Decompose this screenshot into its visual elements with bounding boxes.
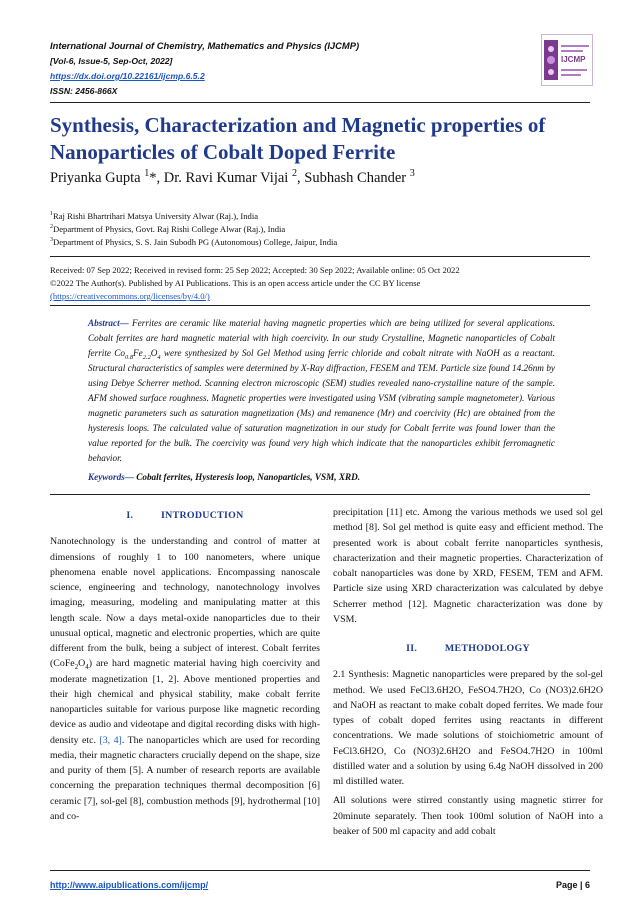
- intro-formula-o: O: [78, 658, 86, 670]
- intro-text-2: ) are hard magnetic material having high coercivity and moderate magnetization [1, 2]. Above mentioned properties and their high chemical and physical stability, make cobalt ferrite nanoparticles suitable for various purpose like magnetic recording device as audio and videotape and digital recording disks with high-density etc.: [50, 658, 320, 746]
- methodology-paragraph-1: 2.1 Synthesis: Magnetic nanoparticles were prepared by the sol-gel method. We used FeCl3.6H2O, FeSO4.7H2O, Co (NO3)2.6H2O and NaOH as reactant to make cobalt doped ferrites. We made four types of cobalt doped ferrites using reactants in different concentrations. We made solutions of stoichiometric amount of FeCl3.6H2O, Co (NO3)2.6H2O and FeSO4.7H2O in 100ml distilled water and a solution by using 6.4g NaOH dissolved in 200 ml distilled water.: [333, 669, 603, 787]
- abstract: [88, 316, 555, 466]
- page-number: Page | 6: [555, 880, 590, 890]
- issn: ISSN: 2456-866X: [50, 86, 118, 96]
- intro-formula-sub-1: 2: [74, 664, 79, 672]
- formula-fe-sub: 2.2: [142, 353, 151, 361]
- meta-rule-top: [50, 256, 590, 257]
- right-paragraph-1: precipitation [11] etc. Among the various methods we used sol gel method [8]. Sol gel method is quite easy and efficient method. The presented work is about cobalt ferrite nanoparticles synthesis, characterization and their magnetic properties. Characterization of cobalt nanoparticles was done by XRD, FESEM, TEM and AFM. Particle size using XRD characterization was calculated by debye Scherrer method [12]. Magnetic characterization was done by VSM.: [333, 507, 603, 625]
- formula-o: O: [150, 348, 158, 358]
- author-separator: ,: [297, 170, 305, 186]
- abstract-label: Abstract—: [88, 318, 129, 328]
- formula-co-sub: 0.8: [124, 353, 134, 361]
- section-heading-methodology: II. METHODOLOGY: [406, 643, 530, 654]
- affiliation-2-num: 2: [50, 224, 54, 231]
- formula-o-sub: 4: [157, 353, 161, 361]
- affiliation-1-num: 1: [50, 211, 54, 218]
- affiliation-3: [50, 237, 337, 247]
- author-2: Dr. Ravi Kumar Vijai: [163, 170, 289, 186]
- author-1: Priyanka Gupta: [50, 170, 141, 186]
- keywords-label: Keywords—: [88, 472, 134, 482]
- volume-issue: [Vol-6, Issue-5, Sep-Oct, 2022]: [50, 56, 173, 66]
- affiliation-1-text: Raj Rishi Bhartrihari Matsya University Alwar (Raj.), India: [53, 211, 259, 221]
- affiliation-2-text: Department of Physics, Govt. Raj Rishi College Alwar (Raj.), India: [53, 224, 286, 234]
- journal-name: International Journal of Chemistry, Mathematics and Physics (IJCMP): [50, 40, 360, 51]
- author-1-affil: 1: [144, 168, 150, 180]
- footer-rule: [50, 870, 590, 871]
- affiliation-3-num: 3: [50, 237, 54, 244]
- license-link[interactable]: (https://creativecommons.org/licenses/by/4.0/): [50, 291, 210, 301]
- abstract-text-1: Ferrites are ceramic like material having magnetic properties which are being utilized for several applications. Cobalt ferrites are hard magnetic material with high coercivity. In our study Crystalline, Magnetic nanoparticles of Cobalt ferrite Co: [88, 318, 555, 358]
- author-list: [50, 170, 415, 187]
- left-column: [50, 505, 320, 824]
- affiliation-1: [50, 211, 258, 221]
- doi-link[interactable]: https://dx.doi.org/10.22161/ijcmp.6.5.2: [50, 71, 205, 81]
- received-dates: Received: 07 Sep 2022; Received in revised form: 25 Sep 2022; Accepted: 30 Sep 2022; Available online: 05 Oct 2022: [50, 265, 460, 275]
- right-column: [333, 505, 603, 839]
- author-3: Subhash Chander: [304, 170, 407, 186]
- intro-text-3: . The nanoparticles which are used for recording media, their magnetic characters crucially depend on the shape, size and purity of them [5]. A number of research reports are available concerning the preparation techniques thermal decomposition [6] ceramic [7], sol-gel [8], combustion methods [9], hydrothermal [10] and co-: [50, 734, 320, 822]
- introduction-paragraph: [50, 534, 320, 824]
- author-2-affil: 2: [291, 168, 297, 180]
- copyright-line: ©2022 The Author(s). Published by AI Publications. This is an open access article under the CC BY license: [50, 278, 421, 288]
- citation-link[interactable]: [3, 4]: [99, 734, 122, 746]
- logo-text: IJCMP: [561, 55, 586, 64]
- affiliation-2: [50, 224, 285, 234]
- intro-formula-sub-2: 4: [85, 664, 89, 672]
- keywords: [88, 472, 360, 482]
- abstract-text-2: were synthesized by Sol Gel Method using ferric chloride and cobalt nitrate with NaOH as a reactant. Structural characteristics of samples were determined by X-Ray diffraction, FESEM and TEM. Particle size found 14.26nm by using Debye Scherrer method. Scanning electron microscopic (SEM) studies revealed nano-crystalline nature of the sample. AFM showed surface roughness. Magnetic properties were investigated using VSM (vibrating sample magnetometer). Various magnetic parameters such as saturation magnetization (Ms) and remanence (Mr) and coercivity (Hc) are obtained from the hysteresis loops. The calculated value of saturation magnetization in our study for Cobalt ferrite was found lower than the value reported for the bulk. The coercivity was found very high which indicate that the nanoparticles exhibit ferromagnetic behavior.: [88, 348, 555, 463]
- keywords-text: Cobalt ferrites, Hysteresis loop, Nanoparticles, VSM, XRD.: [133, 472, 361, 482]
- paper-title: Synthesis, Characterization and Magnetic properties of Nanoparticles of Cobalt Doped Ferrite: [50, 113, 546, 164]
- journal-logo: [541, 34, 593, 86]
- author-3-affil: 3: [409, 168, 415, 180]
- affiliation-3-text: Department of Physics, S. S. Jain Subodh PG (Autonomous) College, Jaipur, India: [53, 237, 338, 247]
- corresponding-mark: *,: [149, 170, 164, 186]
- header-rule: [50, 102, 590, 103]
- footer-url[interactable]: http://www.aipublications.com/ijcmp/: [50, 880, 209, 890]
- intro-text-1: Nanotechnology is the understanding and control of matter at dimensions of roughly 1 to 100 nanometers, where unique phenomena enable novel applications. Encompassing nanoscale science, engineering and technology, nanotechnology involves imaging, measuring, modeling and manipulating matter at this length scale. Now a days metal-oxide nanoparticles due to their unusual optical, magnetic and electronic properties, which are quite different from the bulk, being a subject of interest. Cobalt ferrites (CoFe: [50, 536, 320, 670]
- formula-fe: Fe: [133, 348, 143, 358]
- section-heading-introduction: I. INTRODUCTION: [126, 510, 244, 521]
- abstract-rule: [50, 494, 590, 495]
- methodology-paragraph-2: All solutions were stirred constantly using magnetic stirrer for 20minute separately. Then took 100ml solution of NaOH into a beaker of 500 ml capacity and add cobalt: [333, 795, 603, 837]
- meta-rule-bottom: [50, 305, 590, 306]
